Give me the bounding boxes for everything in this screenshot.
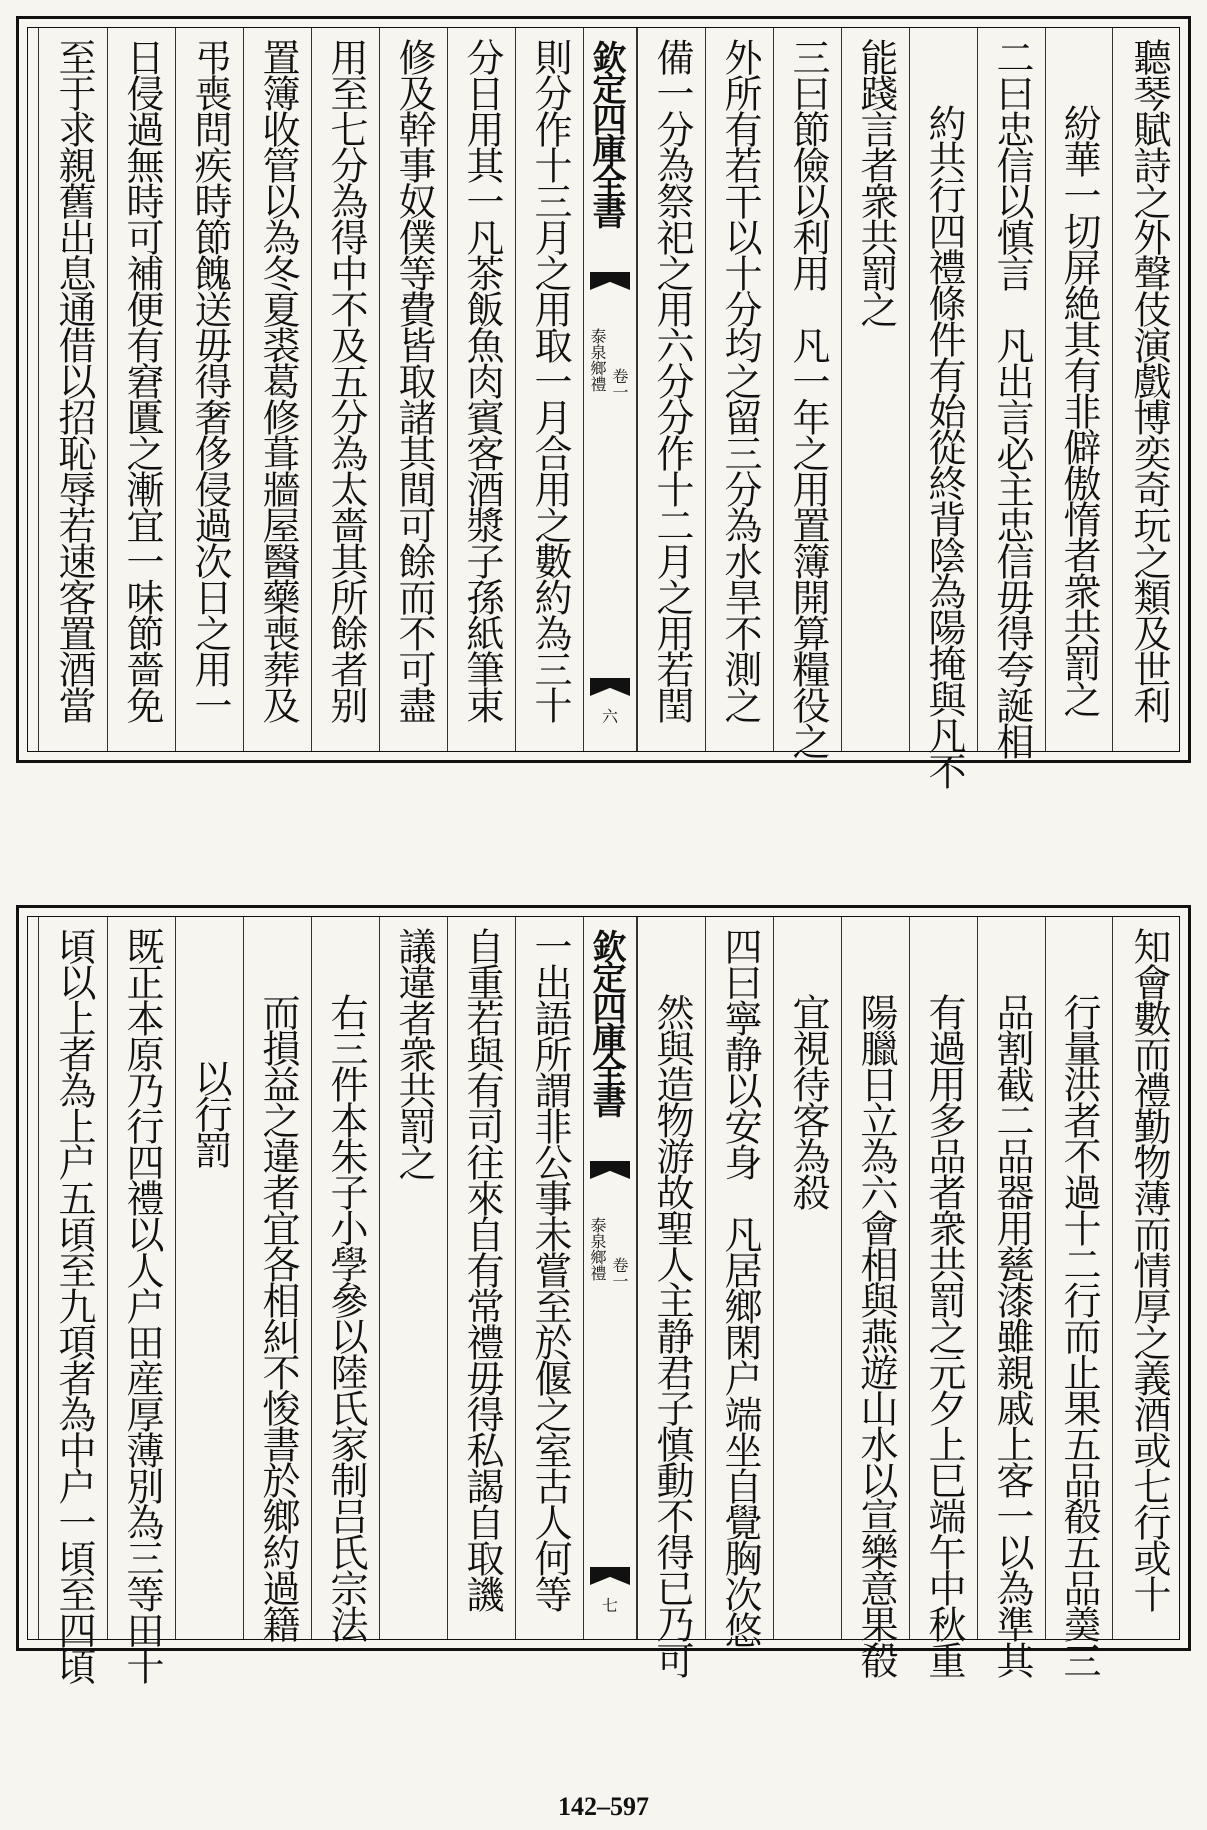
column: 知會數而禮勤物薄而情厚之義酒或七行或十	[1112, 917, 1182, 1639]
column: 以行罰	[175, 917, 243, 1639]
volume-label: 卷一	[610, 1257, 629, 1289]
bottom-page	[16, 905, 1191, 1683]
column: 日侵過無時可補便有窘匱之漸宜一味節嗇免	[107, 28, 175, 751]
chapter-title: 泰泉鄉禮	[588, 328, 607, 392]
column: 品割截二品器用甆漆雖親戚上客一以為準其	[977, 917, 1045, 1639]
column: 四曰寧静以安身 凡居鄉閑户端坐自覺胸次悠	[705, 917, 773, 1639]
chapter-title: 泰泉鄉禮	[588, 1217, 607, 1281]
column: 分日用其一凡茶飯魚肉賓客酒漿子孫紙筆束	[447, 28, 515, 751]
column: 自重若與有司往來自有常禮毋得私謁自取譏	[447, 917, 515, 1639]
column: 至于求親舊出息通借以招恥辱若速客置酒當	[38, 28, 107, 751]
column: 議違者衆共罰之	[379, 917, 447, 1639]
column: 紛華一切屏絶其有非僻傲惰者衆共罰之	[1045, 28, 1112, 751]
book-title: 欽定四庫全書	[586, 929, 626, 1115]
fish-tail-mark	[590, 272, 630, 290]
column: 二曰忠信以慎言 凡出言必主忠信毋得夸誕相	[977, 28, 1045, 751]
bottom-page-frame	[27, 916, 1180, 1683]
fish-tail-mark	[590, 1567, 630, 1585]
column: 置簿收管以為冬夏裘葛修葺牆屋醫藥喪葬及	[243, 28, 311, 751]
leaf-number: 六	[601, 707, 618, 726]
column: 右三件本朱子小學參以陸氏家制吕氏宗法	[311, 917, 379, 1639]
column: 備一分為祭祀之用六分分作十二月之用若閏	[637, 28, 705, 751]
book-title: 欽定四庫全書	[586, 40, 626, 226]
column: 而損益之違者宜各相糾不悛書於鄉約過籍	[243, 917, 311, 1639]
leaf-number: 七	[601, 1596, 618, 1615]
column: 既正本原乃行四禮以人户田産厚薄別為三等田十	[107, 917, 175, 1639]
column: 有過用多品者衆共罰之元夕上巳端午中秋重	[909, 917, 977, 1639]
center-margin	[583, 28, 637, 751]
fish-tail-mark	[590, 1161, 630, 1179]
center-margin	[583, 917, 637, 1639]
column: 陽臘日立為六會相與燕遊山水以宣樂意果殽	[841, 917, 909, 1639]
column: 然與造物游故聖人主静君子慎動不得已乃可	[637, 917, 705, 1639]
column: 三曰節儉以利用 凡一年之用置簿開算糧役之	[773, 28, 841, 751]
column: 外所有若干以十分均之留三分為水旱不測之	[705, 28, 773, 751]
column: 用至七分為得中不及五分為太嗇其所餘者别	[311, 28, 379, 751]
volume-label: 卷一	[610, 368, 629, 400]
column: 一出語所謂非公事未嘗至於偃之室古人何等	[515, 917, 583, 1639]
column: 頃以上者為上户五頃至九項者為中户一頃至四頃	[38, 917, 107, 1639]
top-page	[16, 16, 1191, 788]
column: 能踐言者衆共罰之	[841, 28, 909, 751]
fish-tail-mark	[590, 678, 630, 696]
column: 聽琴賦詩之外聲伎演戲博奕奇玩之類及世利	[1112, 28, 1182, 751]
column: 宜視待客為殺	[773, 917, 841, 1639]
column: 則分作十三月之用取一月合用之數約為三十	[515, 28, 583, 751]
page-number: 142–597	[558, 1792, 649, 1821]
column: 弔喪問疾時節餽送毋得奢侈侵過次日之用一	[175, 28, 243, 751]
column: 修及幹事奴僕等費皆取諸其間可餘而不可盡	[379, 28, 447, 751]
column: 約共行四禮條件有始從終背陰為陽掩與凡不	[909, 28, 977, 751]
column: 行量洪者不過十二行而止果五品殽五品羮三	[1045, 917, 1112, 1639]
top-page-frame	[27, 27, 1180, 788]
